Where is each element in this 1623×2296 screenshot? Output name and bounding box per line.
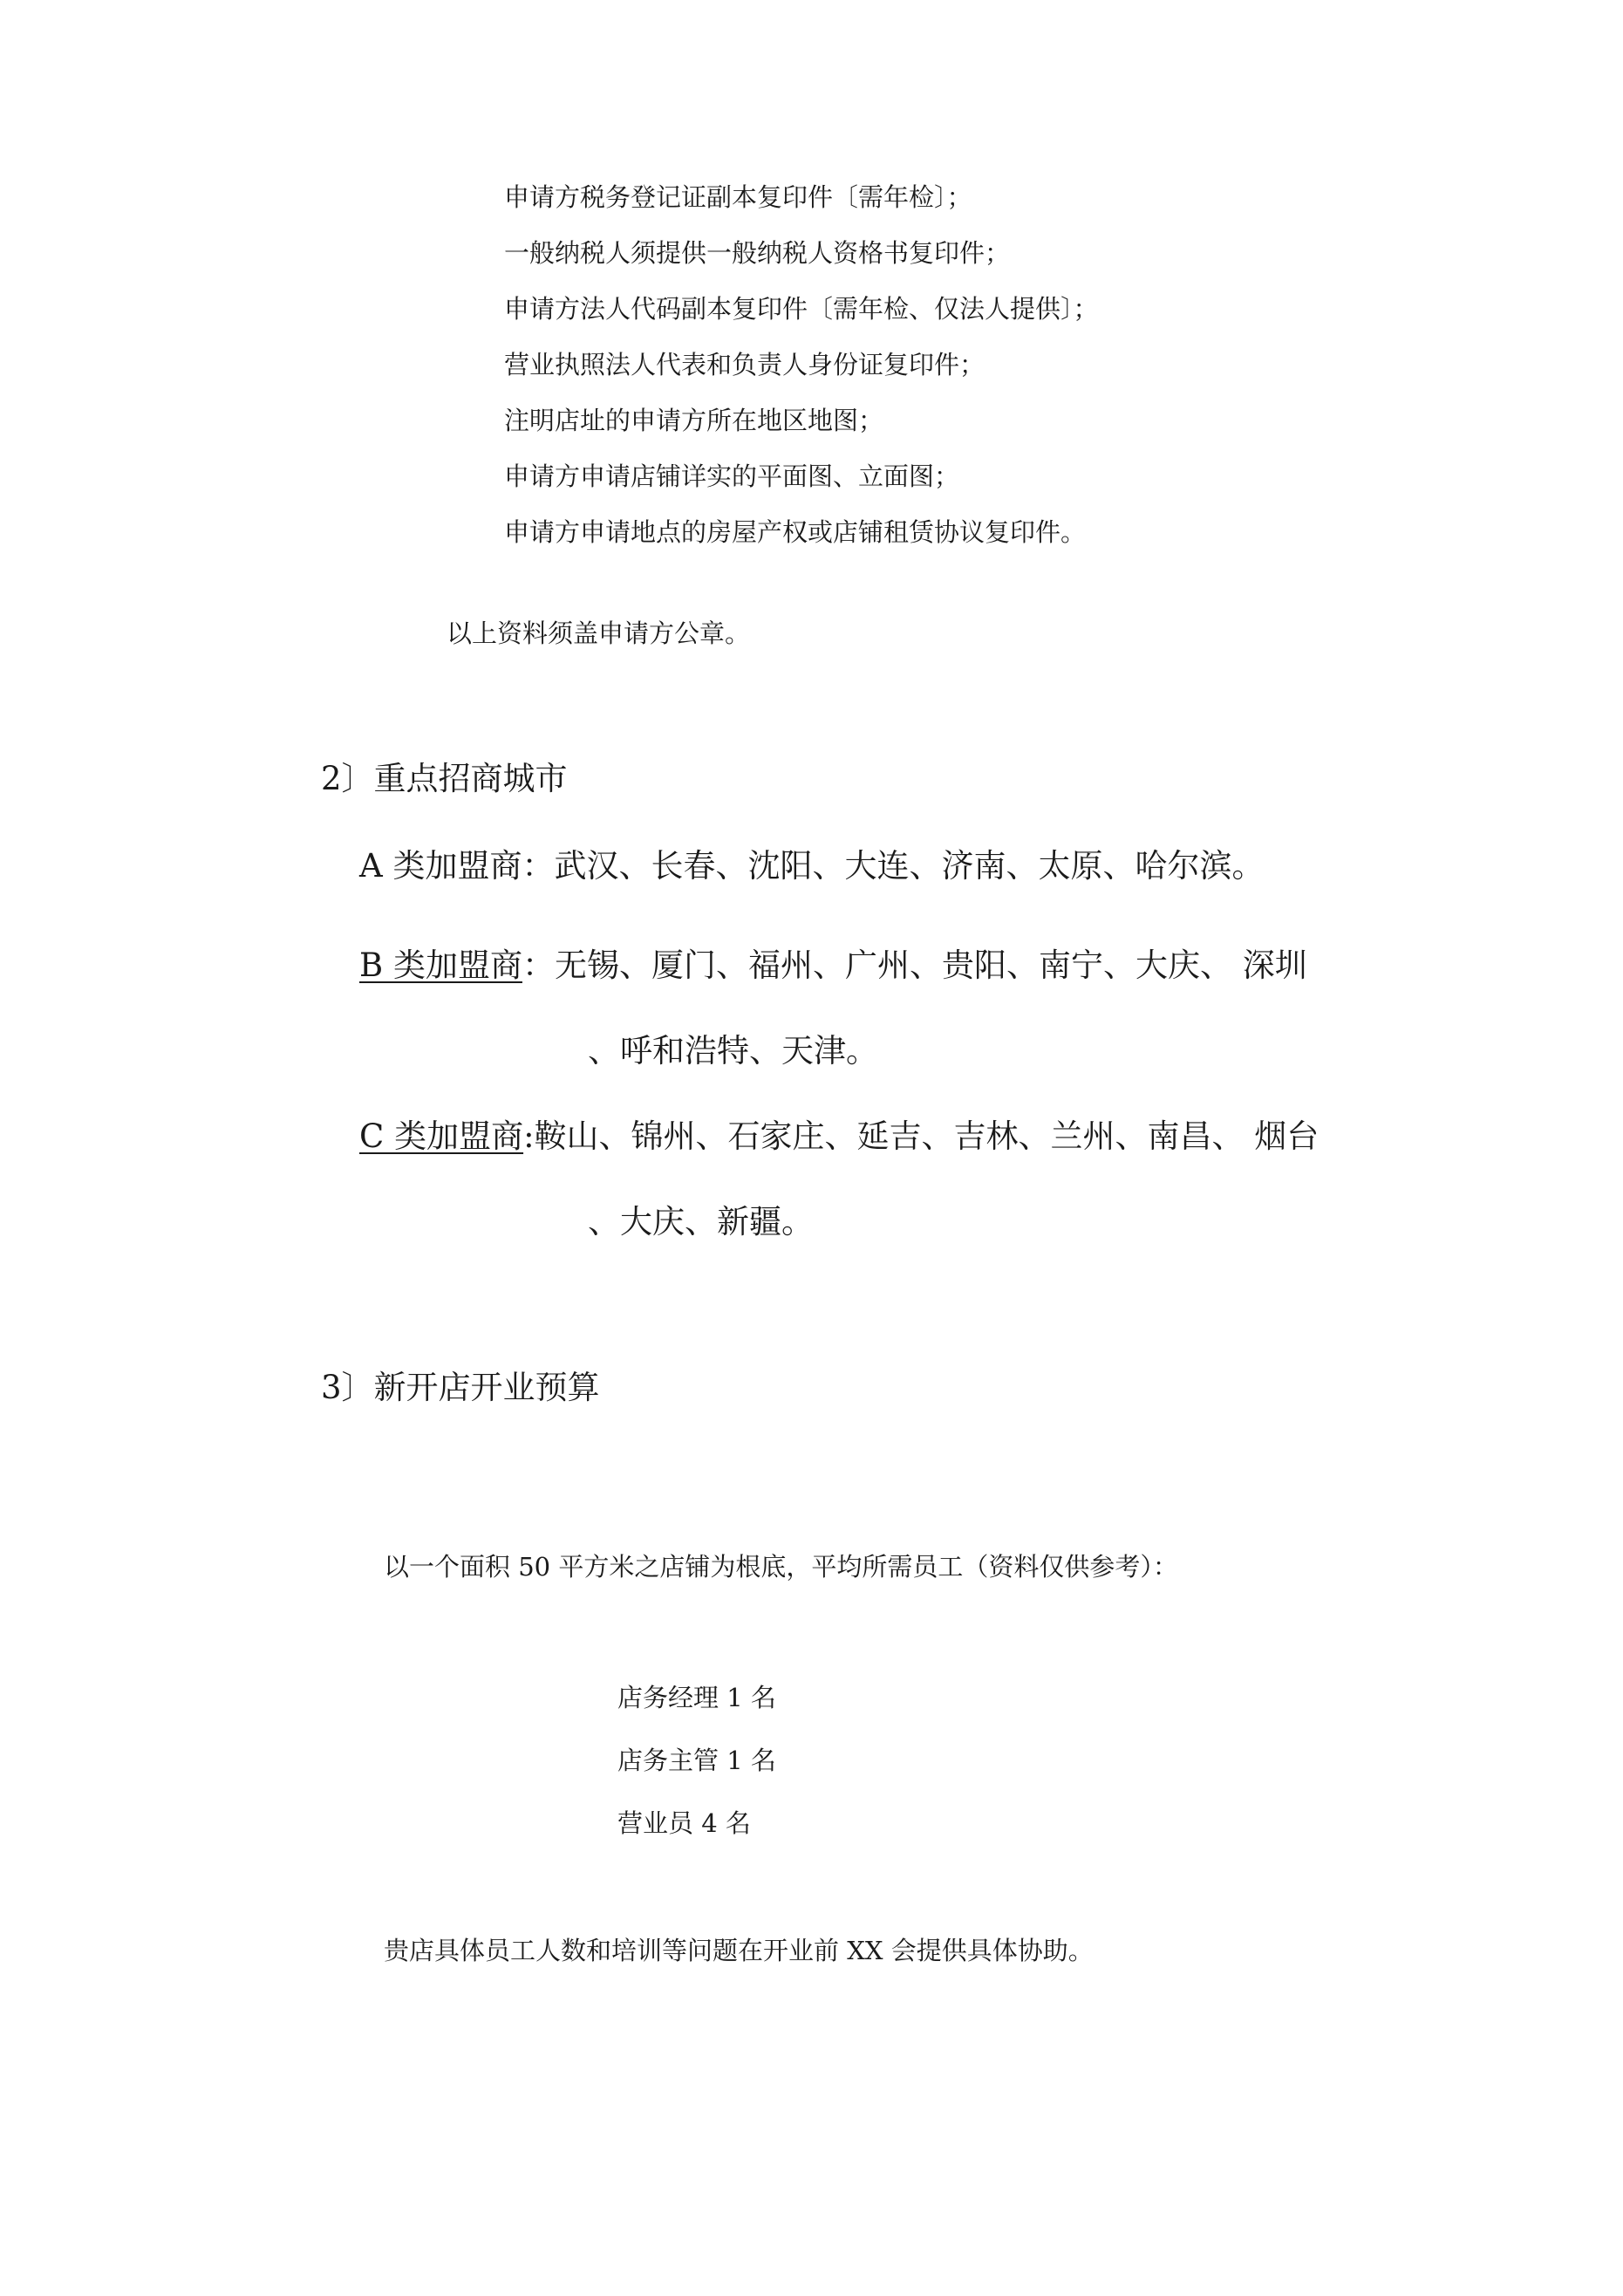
material-item: 申请方申请地点的房屋产权或店铺租赁协议复印件。 bbox=[504, 517, 1087, 547]
staff-item: 店务主管 1 名 bbox=[617, 1746, 776, 1775]
category-a-label: A 类加盟商 bbox=[359, 847, 522, 885]
material-item: 申请方法人代码副本复印件〔需年检、仅法人提供〕； bbox=[504, 294, 1099, 324]
category-c-row bbox=[359, 1117, 1320, 1155]
category-a-cities: ：武汉、长春、沈阳、大连、济南、太原、哈尔滨。 bbox=[522, 847, 1265, 885]
material-item: 营业执照法人代表和负责人身份证复印件； bbox=[504, 350, 985, 379]
category-c-cities: :鞍山、锦州、石家庄、延吉、吉林、兰州、南昌、 烟台 bbox=[523, 1117, 1320, 1155]
section-3-heading: 3〕新开店开业预算 bbox=[321, 1369, 600, 1406]
staff-item: 店务经理 1 名 bbox=[617, 1683, 776, 1712]
category-c-cities-continued: 、大庆、新疆。 bbox=[588, 1203, 814, 1240]
section-2-heading: 2〕重点招商城市 bbox=[321, 760, 568, 797]
material-item: 申请方税务登记证副本复印件〔需年检〕； bbox=[504, 182, 972, 212]
material-item: 一般纳税人须提供一般纳税人资格书复印件； bbox=[504, 238, 1011, 268]
closing-note: 贵店具体员工人数和培训等问题在开业前 XX 会提供具体协助。 bbox=[384, 1936, 1094, 1965]
material-item: 注明店址的申请方所在地区地图； bbox=[504, 406, 884, 435]
staff-item: 营业员 4 名 bbox=[617, 1808, 751, 1838]
category-c-label: C 类加盟商 bbox=[359, 1117, 524, 1155]
budget-intro: 以一个面积 50 平方米之店铺为根底，平均所需员工（资料仅供参考）： bbox=[384, 1552, 1178, 1582]
category-b-label: B 类加盟商 bbox=[359, 946, 522, 984]
category-b-cities-continued: 、呼和浩特、天津。 bbox=[588, 1032, 878, 1069]
category-b-row bbox=[359, 946, 1307, 984]
material-item: 申请方申请店铺详实的平面图、立面图； bbox=[504, 461, 960, 491]
materials-note: 以上资料须盖申请方公章。 bbox=[447, 618, 751, 648]
category-b-cities: ：无锡、厦门、福州、广州、贵阳、南宁、大庆、 深圳 bbox=[522, 946, 1307, 984]
category-a-row bbox=[359, 847, 1265, 885]
